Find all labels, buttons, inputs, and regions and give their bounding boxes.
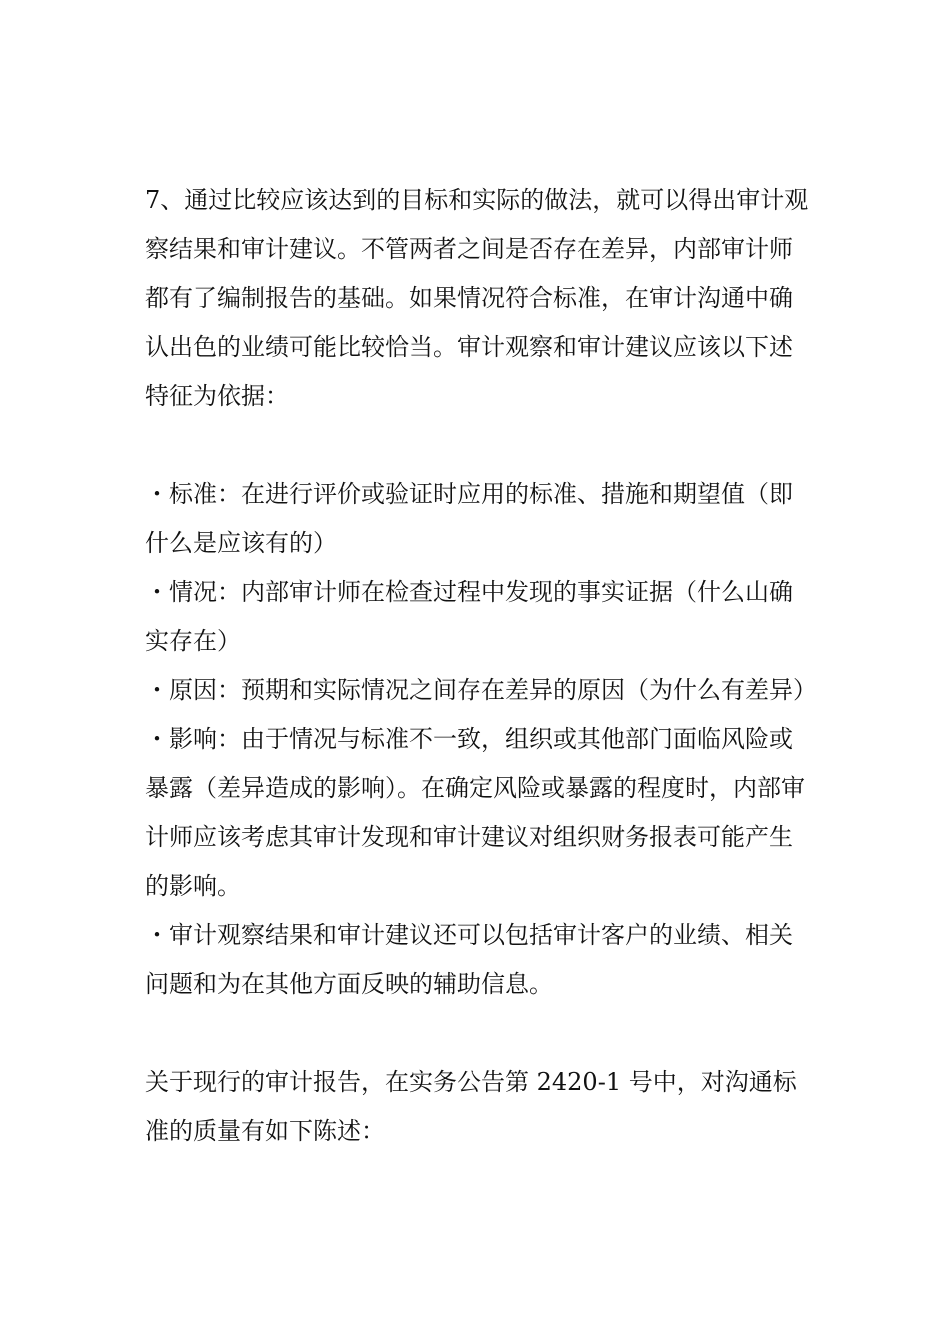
paragraph-intro: 7、通过比较应该达到的目标和实际的做法，就可以得出审计观察结果和审计建议。不管两者之间是否存在差异，内部审计师都有了编制报告的基础。如果情况符合标准，在审计沟通中确认出色的业绩可能比较恰当。审计观察和审计建议应该以下述特征为依据： — [145, 186, 809, 410]
bullet-effect: ・影响：由于情况与标准不一致，组织或其他部门面临风险或暴露（差异造成的影响）。在确定风险或暴露的程度时，内部审计师应该考虑其审计发现和审计建议对组织财务报表可能产生的影响。 — [145, 725, 805, 900]
bullet-additional-info: ・审计观察结果和审计建议还可以包括审计客户的业绩、相关问题和为在其他方面反映的辅助信息。 — [145, 921, 793, 998]
document-body — [145, 176, 817, 1156]
paragraph-spacer — [145, 1009, 810, 1058]
paragraph-spacer — [145, 421, 810, 470]
bullet-condition: ・情况：内部审计师在检查过程中发现的事实证据（什么山确实存在） — [145, 578, 793, 655]
bullet-standard: ・标准：在进行评价或验证时应用的标准、措施和期望值（即什么是应该有的） — [145, 480, 793, 557]
bullet-cause: ・原因：预期和实际情况之间存在差异的原因（为什么有差异） — [145, 676, 817, 704]
paragraph-practice-advisory: 关于现行的审计报告，在实务公告第 2420-1 号中，对沟通标准的质量有如下陈述： — [145, 1068, 797, 1145]
